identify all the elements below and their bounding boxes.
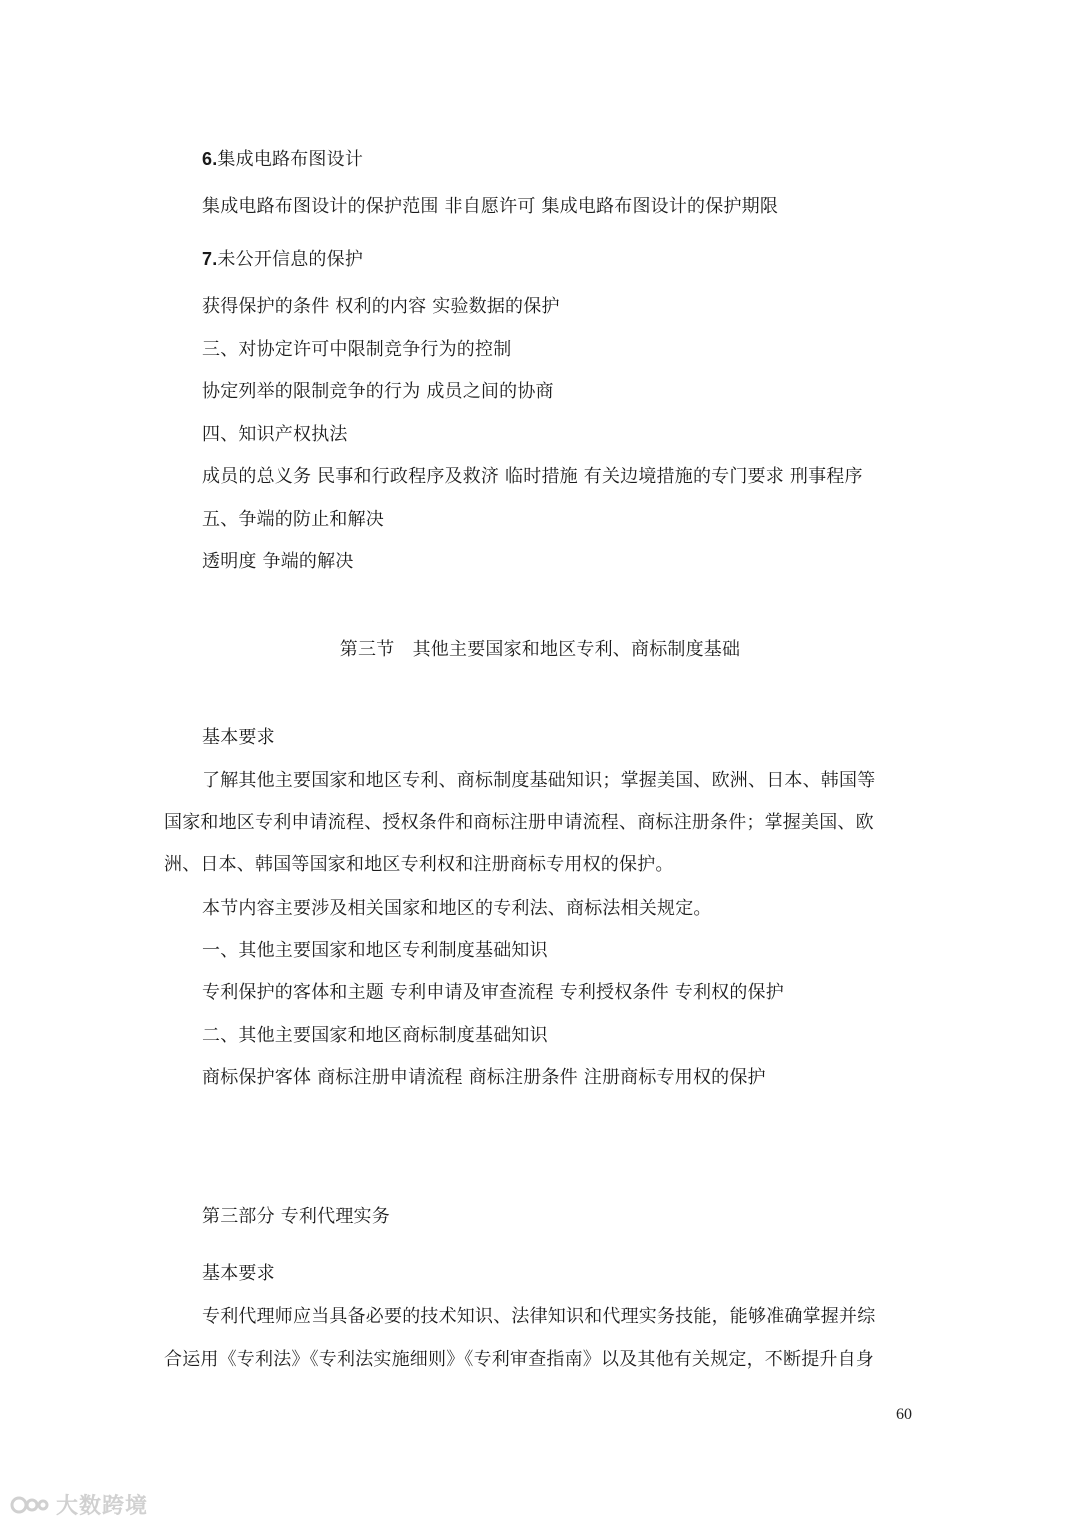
heading-7: 7.未公开信息的保护 [202, 249, 364, 270]
part-title: 第三部分 专利代理实务 [202, 1206, 390, 1227]
paragraph-line: 了解其他主要国家和地区专利、商标制度基础知识；掌握美国、欧洲、日本、韩国等 [202, 770, 876, 791]
watermark-logo-icon [10, 1492, 50, 1518]
paragraph-line: 洲、日本、韩国等国家和地区专利权和注册商标专用权的保护。 [164, 854, 674, 875]
text-line: 透明度 争端的解决 [202, 551, 354, 572]
watermark-text: 大数跨境 [56, 1494, 149, 1519]
section-heading: 四、知识产权执法 [202, 424, 348, 445]
section-heading: 二、其他主要国家和地区商标制度基础知识 [202, 1025, 548, 1046]
paragraph-line: 本节内容主要涉及相关国家和地区的专利法、商标法相关规定。 [202, 898, 712, 919]
requirement-title: 基本要求 [202, 727, 275, 748]
section-title: 第三节 其他主要国家和地区专利、商标制度基础 [339, 639, 741, 660]
heading-6: 6.集成电路布图设计 [202, 149, 364, 170]
text-line: 获得保护的条件 权利的内容 实验数据的保护 [202, 296, 560, 317]
section-heading: 五、争端的防止和解决 [202, 509, 384, 530]
watermark [10, 1489, 148, 1520]
paragraph-line: 专利代理师应当具备必要的技术知识、法律知识和代理实务技能，能够准确掌握并综 [202, 1306, 876, 1327]
page-number: 60 [896, 1406, 912, 1423]
requirement-title: 基本要求 [202, 1263, 275, 1284]
section-heading: 一、其他主要国家和地区专利制度基础知识 [202, 940, 548, 961]
text-line: 商标保护客体 商标注册申请流程 商标注册条件 注册商标专用权的保护 [202, 1067, 766, 1088]
text-line: 协定列举的限制竞争的行为 成员之间的协商 [202, 381, 554, 402]
text-line: 集成电路布图设计的保护范围 非自愿许可 集成电路布图设计的保护期限 [202, 196, 779, 217]
paragraph-line: 合运用《专利法》《专利法实施细则》《专利审查指南》以及其他有关规定，不断提升自身 [164, 1349, 874, 1370]
paragraph-line: 国家和地区专利申请流程、授权条件和商标注册申请流程、商标注册条件；掌握美国、欧 [164, 812, 874, 833]
text-line: 成员的总义务 民事和行政程序及救济 临时措施 有关边境措施的专门要求 刑事程序 [202, 466, 863, 487]
section-heading: 三、对协定许可中限制竞争行为的控制 [202, 339, 512, 360]
text-line: 专利保护的客体和主题 专利申请及审查流程 专利授权条件 专利权的保护 [202, 982, 784, 1003]
